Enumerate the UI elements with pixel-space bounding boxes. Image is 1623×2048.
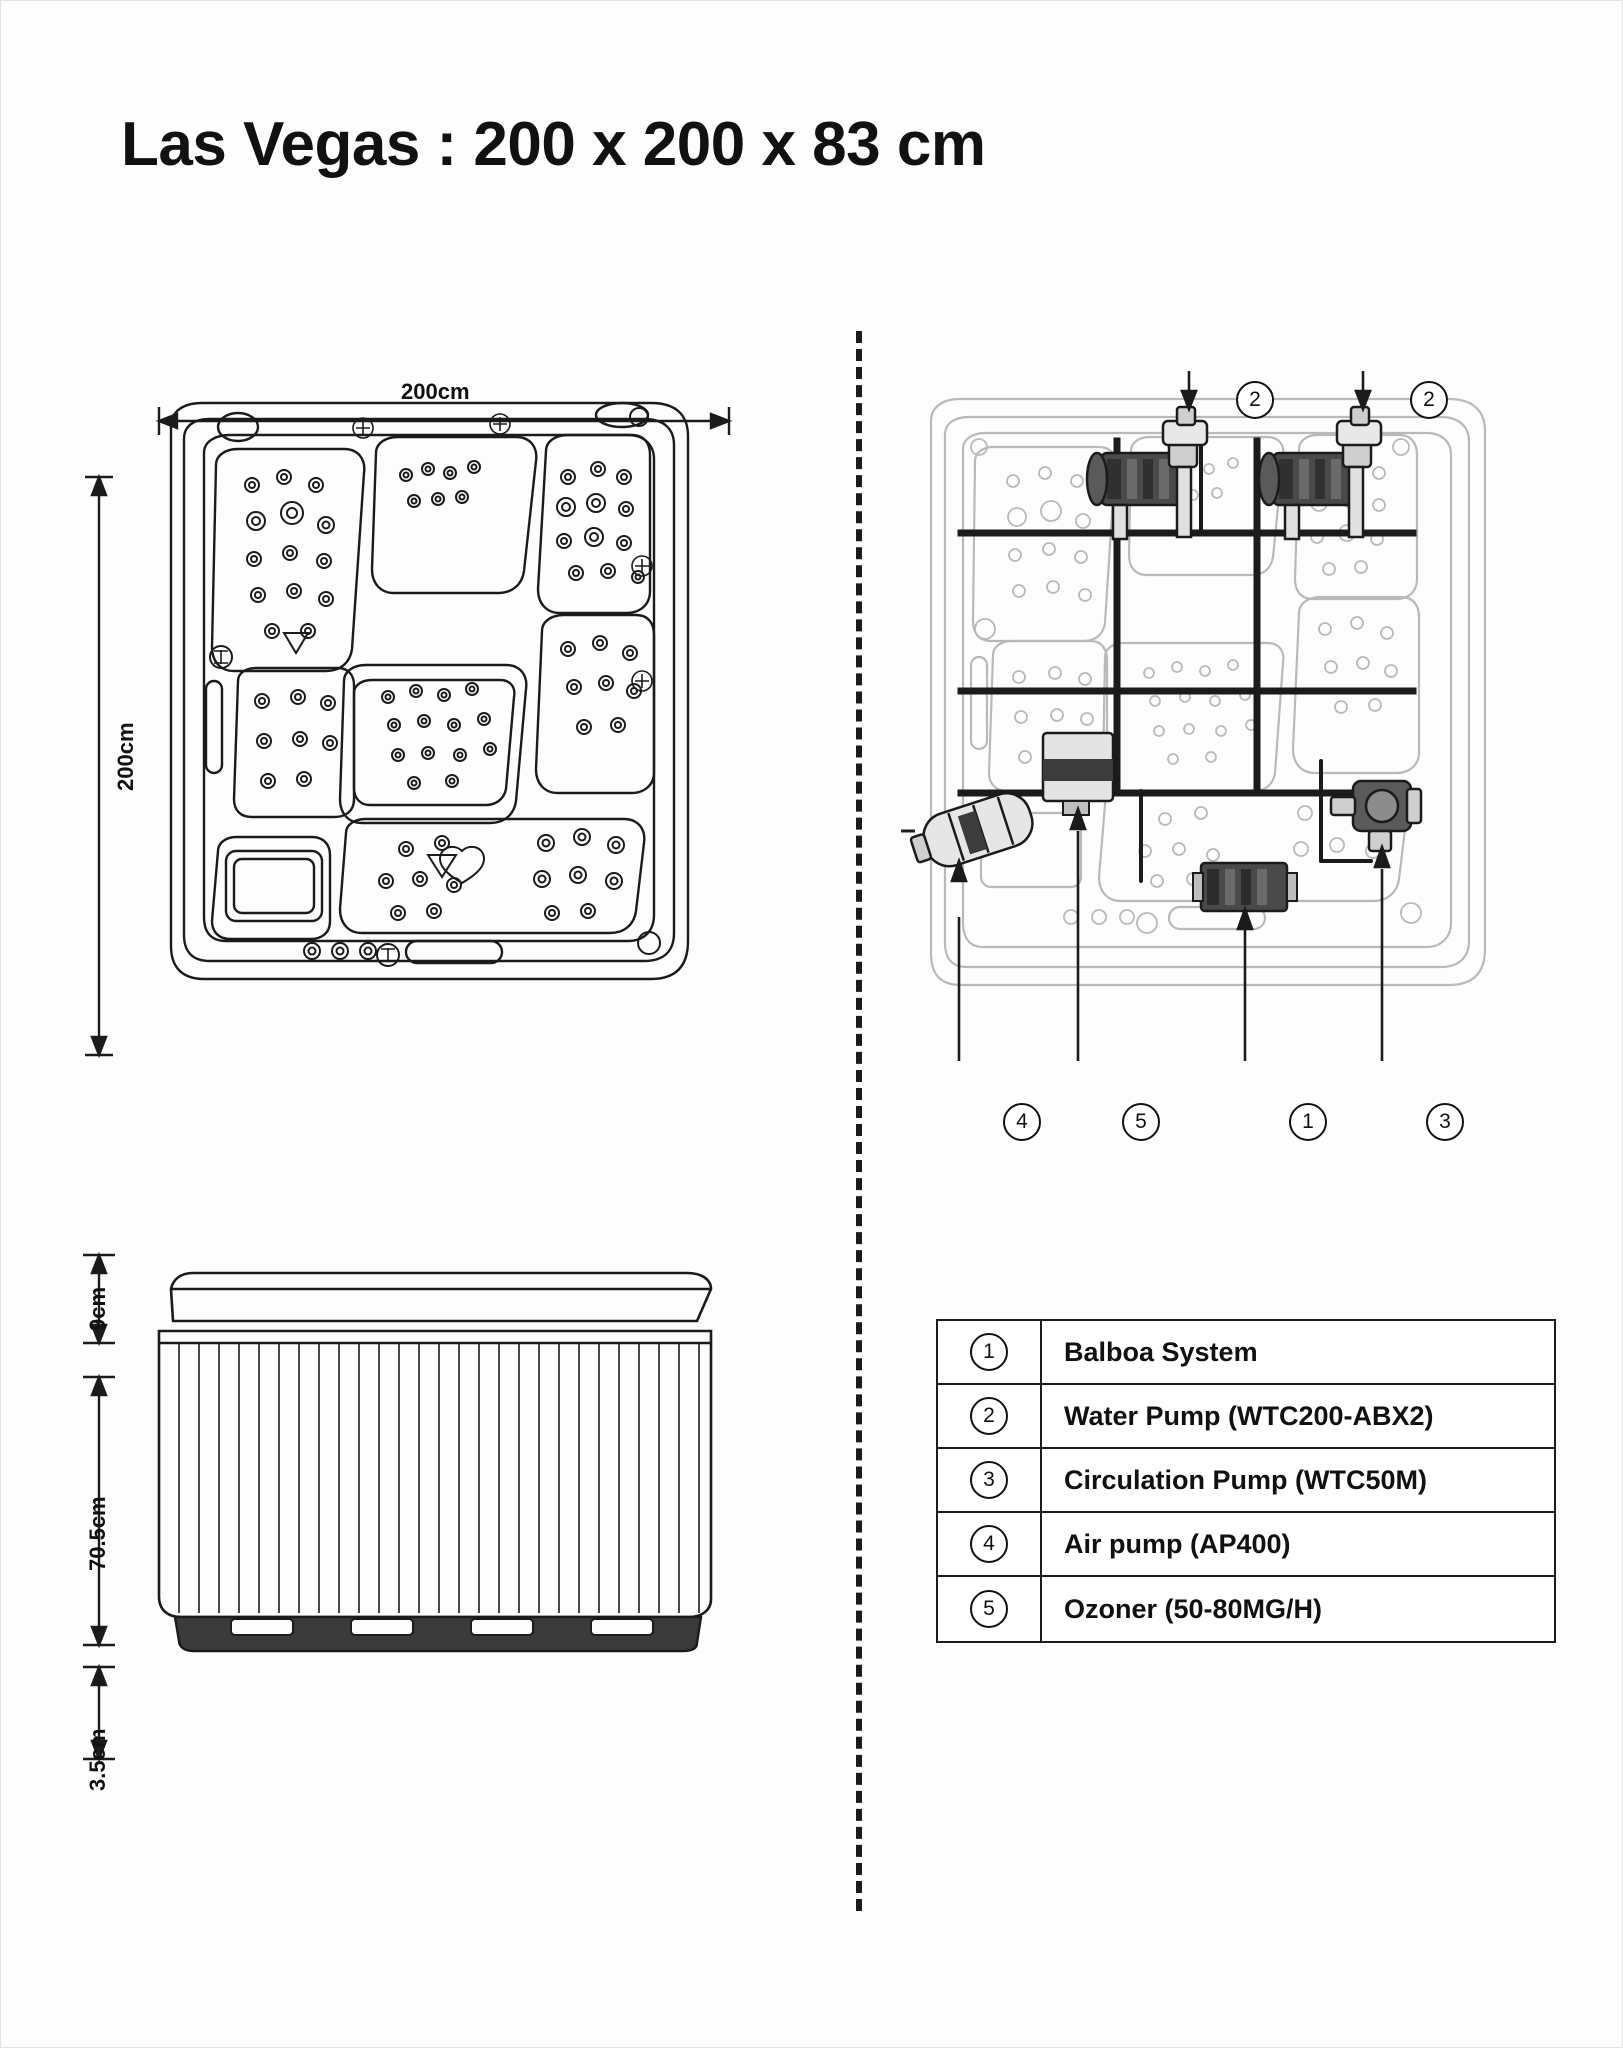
balboa-system-unit bbox=[1193, 863, 1297, 911]
legend-number-3: 3 bbox=[970, 1461, 1008, 1499]
legend-number-5: 5 bbox=[970, 1590, 1008, 1628]
legend-label-1: Balboa System bbox=[1064, 1336, 1258, 1367]
top-plan-view bbox=[76, 381, 796, 1101]
legend-row bbox=[938, 1577, 1554, 1641]
legend-number-cell bbox=[938, 1449, 1042, 1511]
legend-number-1: 1 bbox=[970, 1333, 1008, 1371]
legend-label-4: Air pump (AP400) bbox=[1064, 1528, 1291, 1559]
legend-number-4: 4 bbox=[970, 1525, 1008, 1563]
ozoner-unit bbox=[1043, 733, 1113, 815]
plan-height-dimension bbox=[79, 459, 119, 1079]
side-elevation-view bbox=[61, 1231, 821, 1931]
legend-number-cell bbox=[938, 1385, 1042, 1447]
callout-2-top-right: 2 bbox=[1410, 381, 1448, 419]
plan-width-dimension bbox=[141, 401, 761, 441]
legend-label-2: Water Pump (WTC200-ABX2) bbox=[1064, 1400, 1434, 1431]
legend-table bbox=[936, 1319, 1556, 1643]
callout-2-top-left: 2 bbox=[1236, 381, 1274, 419]
legend-number-cell bbox=[938, 1513, 1042, 1575]
plan-height-label: 200cm bbox=[113, 722, 138, 791]
plan-width-label: 200cm bbox=[401, 379, 470, 404]
legend-row bbox=[938, 1513, 1554, 1577]
callout-1-bottom: 1 bbox=[1289, 1103, 1327, 1141]
legend-number-cell bbox=[938, 1577, 1042, 1641]
legend-label-5: Ozoner (50-80MG/H) bbox=[1064, 1593, 1323, 1624]
callout-5-bottom: 5 bbox=[1122, 1103, 1160, 1141]
legend-row bbox=[938, 1321, 1554, 1385]
callout-3-bottom: 3 bbox=[1426, 1103, 1464, 1141]
air-pump-unit bbox=[901, 787, 1039, 876]
callout-4-bottom: 4 bbox=[1003, 1103, 1041, 1141]
legend-row bbox=[938, 1449, 1554, 1513]
side-dim-middle-label: 70.5cm bbox=[85, 1496, 110, 1571]
side-dim-bottom-label: 3.5cm bbox=[85, 1728, 110, 1791]
equipment-layout-view bbox=[901, 361, 1581, 1181]
legend-number-2: 2 bbox=[970, 1397, 1008, 1435]
legend-number-cell bbox=[938, 1321, 1042, 1383]
legend-label-3: Circulation Pump (WTC50M) bbox=[1064, 1464, 1427, 1495]
side-dim-top-label: 9cm bbox=[85, 1286, 110, 1331]
page-title: Las Vegas : 200 x 200 x 83 cm bbox=[121, 110, 986, 179]
water-pump-left bbox=[1087, 407, 1207, 539]
legend-row bbox=[938, 1385, 1554, 1449]
vertical-dashed-divider bbox=[856, 331, 862, 1911]
